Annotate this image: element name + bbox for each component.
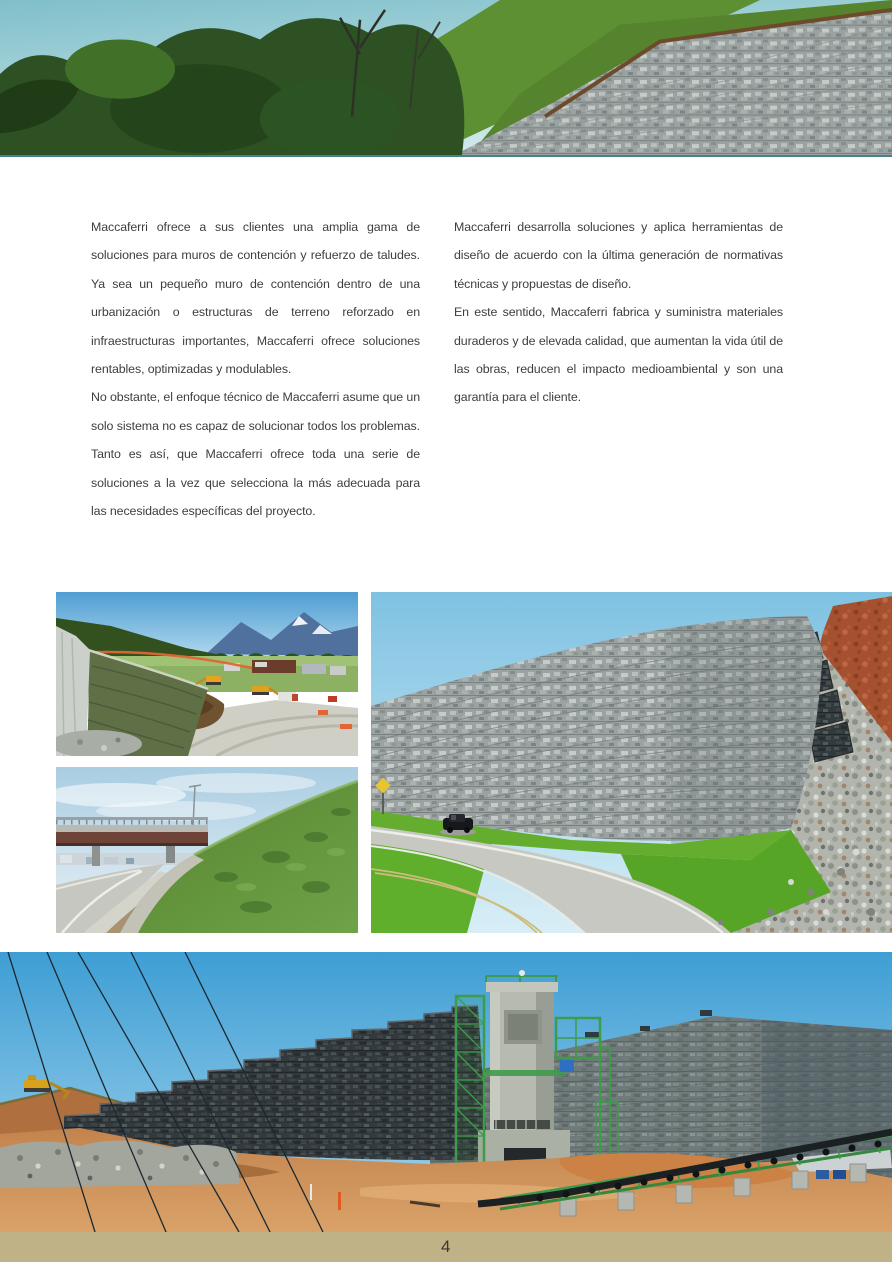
gallery-photo-gabion-wall-road bbox=[371, 592, 892, 933]
gallery-photo-green-slope bbox=[56, 767, 358, 933]
gallery-photo-construction-site bbox=[56, 592, 358, 756]
banner-photo bbox=[0, 0, 892, 157]
body-paragraph: No obstante, el enfoque técnico de Maccaferri asume que un solo sistema no es capaz de solucionar todos los problemas. Tanto es así, que Maccaferri ofrece toda una serie de soluciones a la vez que selecciona la más adecuada para las necesidades específicas del proyecto. bbox=[91, 390, 420, 519]
body-paragraph: Maccaferri desarrolla soluciones y aplica herramientas de diseño de acuerdo con la última generación de normativas técnicas y propuestas de diseño. bbox=[454, 220, 783, 291]
body-paragraph: Maccaferri ofrece a sus clientes una amplia gama de soluciones para muros de contención y refuerzo de taludes. Ya sea un pequeño muro de contención dentro de una urbanización o estructuras de terreno reforzado en infraestructuras importantes, Maccaferri ofrece soluciones rentables, optimizadas y modulables. bbox=[91, 220, 420, 377]
text-column-right bbox=[454, 213, 783, 525]
footer-bar bbox=[0, 1232, 892, 1262]
article-columns bbox=[91, 213, 783, 525]
bottom-photo-dam-construction bbox=[0, 952, 892, 1232]
body-paragraph: En este sentido, Maccaferri fabrica y suministra materiales duraderos y de elevada calidad, que aumentan la vida útil de las obras, reducen el impacto medioambiental y son una garantía para el cliente. bbox=[454, 305, 783, 405]
page-number: 4 bbox=[441, 1237, 451, 1256]
text-column-left bbox=[91, 213, 420, 525]
